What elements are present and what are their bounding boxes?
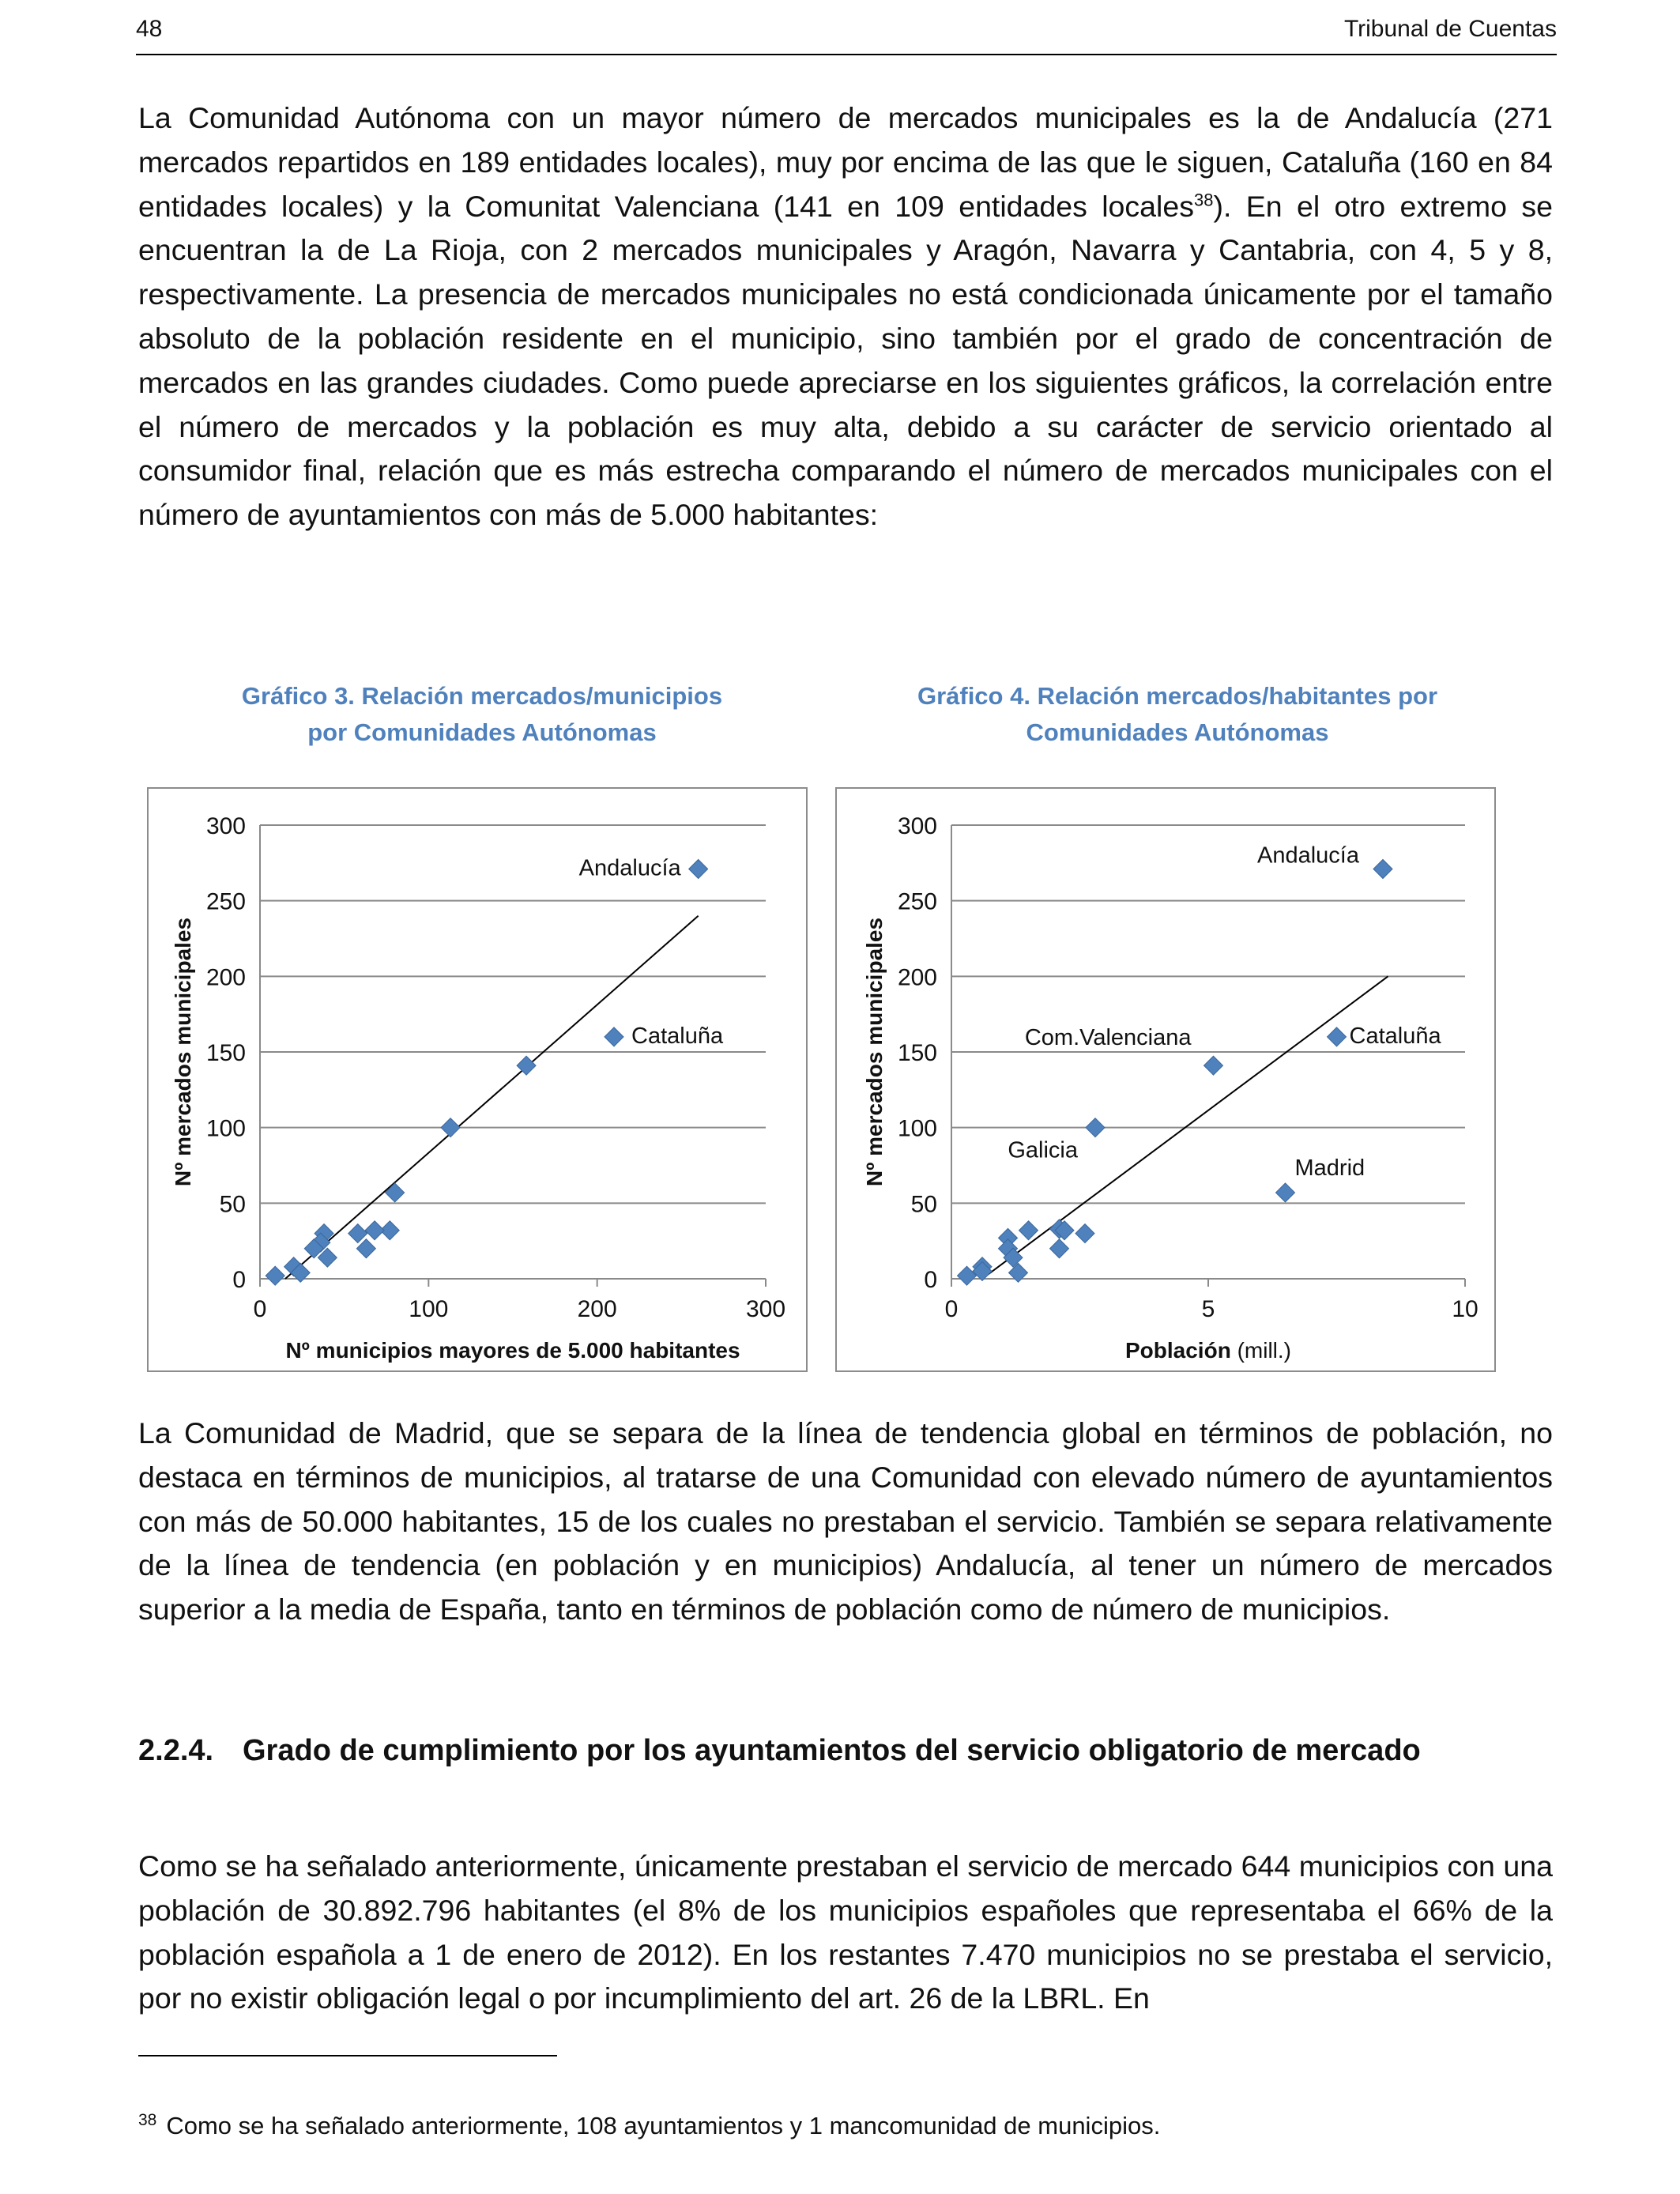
x-axis-title-bold: Población bbox=[1125, 1338, 1231, 1363]
data-point-marker bbox=[1276, 1183, 1295, 1202]
page-number: 48 bbox=[136, 16, 163, 42]
header-institution: Tribunal de Cuentas bbox=[1343, 16, 1557, 42]
y-axis-title: Nº mercados municipales bbox=[171, 917, 195, 1187]
chart-4-title-line-2: Comunidades Autónomas bbox=[1026, 718, 1329, 746]
chart-3-title bbox=[150, 678, 814, 751]
data-point-label: Andalucía bbox=[578, 855, 681, 881]
data-point-marker bbox=[1204, 1056, 1223, 1075]
y-tick-label: 50 bbox=[219, 1191, 246, 1218]
data-point-marker bbox=[1050, 1239, 1069, 1258]
data-point-marker bbox=[1373, 859, 1392, 878]
section-number: 2.2.4. bbox=[138, 1734, 214, 1767]
x-tick-label: 200 bbox=[577, 1296, 617, 1322]
y-tick-label: 100 bbox=[897, 1115, 937, 1142]
data-point-label: Cataluña bbox=[1349, 1023, 1441, 1049]
y-tick-label: 50 bbox=[910, 1191, 937, 1218]
y-tick-label: 0 bbox=[924, 1267, 937, 1293]
y-tick-label: 200 bbox=[897, 964, 937, 991]
x-tick-label: 5 bbox=[1201, 1296, 1215, 1322]
section-heading bbox=[138, 1731, 1553, 1770]
paragraph-1-text-a: La Comunidad Autónoma con un mayor número de mercados municipales es la de Andalucía (271 mercados repartidos en 189 entidades locales), muy por encima de las que le siguen, Cataluña (160 en 84 entidades locales) y la Comunitat Valenciana (141 en 109 entidades locales bbox=[138, 101, 1553, 223]
y-axis-title: Nº mercados municipales bbox=[862, 917, 887, 1187]
y-tick-label: 100 bbox=[205, 1115, 246, 1142]
footnote-text: Como se ha señalado anteriormente, 108 ayuntamientos y 1 mancomunidad de municipios. bbox=[166, 2112, 1161, 2139]
x-tick-label: 300 bbox=[745, 1296, 786, 1322]
data-point-marker bbox=[1086, 1118, 1105, 1137]
footnote-reference[interactable]: 38 bbox=[1193, 190, 1214, 210]
footnote bbox=[138, 2110, 1553, 2142]
data-point-label: Madrid bbox=[1294, 1155, 1365, 1181]
data-point-marker bbox=[958, 1266, 977, 1285]
chart-3-scatter bbox=[147, 787, 808, 1372]
data-point-label: Galicia bbox=[1008, 1137, 1078, 1163]
paragraph-2: La Comunidad de Madrid, que se separa de la línea de tendencia global en términos de población, no destaca en términos de municipios, al tratarse de una Comunidad con elevado número de ayuntamientos con más de 50.000 habitantes, 15 de los cuales no prestaban el servicio. También se separa relativamente de la línea de tendencia (en población y en municipios) Andalucía, al tener un número de mercados superior a la media de España, tanto en términos de población como de número de municipios. bbox=[138, 1416, 1553, 1627]
y-tick-label: 300 bbox=[897, 813, 937, 839]
data-point-label: Cataluña bbox=[631, 1023, 724, 1049]
y-tick-label: 200 bbox=[205, 964, 246, 991]
data-point-marker bbox=[1328, 1027, 1347, 1046]
data-point-marker bbox=[266, 1266, 284, 1285]
section-title: Grado de cumplimiento por los ayuntamientos del servicio obligatorio de mercado bbox=[243, 1734, 1421, 1767]
y-tick-label: 0 bbox=[232, 1267, 246, 1293]
chart-4-title-line-1: Gráfico 4. Relación mercados/habitantes por bbox=[917, 682, 1438, 710]
y-tick-label: 250 bbox=[897, 888, 937, 915]
data-point-marker bbox=[356, 1239, 375, 1258]
x-axis-title-unit: (mill.) bbox=[1230, 1338, 1291, 1363]
chart-4-title bbox=[846, 678, 1509, 751]
paragraph-1-text-b: ). En el otro extremo se encuentran la de La Rioja, con 2 mercados municipales y Aragón, Navarra y Cantabria, con 4, 5 y 8, respectivamente. La presencia de mercados municipales no está condicionada únicamente por el tamaño absoluto de la población residente en el municipio, sino también por el grado de concentración de mercados en las grandes ciudades. Como puede apreciarse en los siguientes gráficos, la correlación entre el número de mercados y la población es muy alta, debido a su carácter de servicio orientado al consumidor final, relación que es más estrecha comparando el número de mercados municipales con el número de ayuntamientos con más de 5.000 habitantes: bbox=[138, 189, 1553, 532]
data-point-label: Andalucía bbox=[1257, 843, 1359, 869]
data-point-marker bbox=[365, 1221, 384, 1240]
x-tick-label: 100 bbox=[409, 1296, 449, 1322]
paragraph-1 bbox=[138, 96, 1553, 537]
chart-3-svg bbox=[149, 789, 806, 1370]
chart-4-scatter bbox=[835, 787, 1496, 1372]
y-tick-label: 150 bbox=[205, 1040, 246, 1066]
data-point-marker bbox=[605, 1027, 623, 1046]
footnote-mark: 38 bbox=[138, 2110, 157, 2129]
paragraph-3: Como se ha señalado anteriormente, únicamente prestaban el servicio de mercado 644 municipios con una población de 30.892.796 habitantes (el 8% de los municipios españoles que representaba el 66% de la población española a 1 de enero de 2012). En los restantes 7.470 municipios no se prestaba el servicio, por no existir obligación legal o por incumplimiento del art. 26 de la LBRL. En bbox=[138, 1849, 1553, 2015]
y-tick-label: 300 bbox=[205, 813, 246, 839]
x-axis-title: Nº municipios mayores de 5.000 habitantes bbox=[285, 1338, 740, 1363]
x-tick-label: 0 bbox=[944, 1296, 959, 1322]
x-tick-label: 10 bbox=[1452, 1296, 1478, 1322]
data-point-marker bbox=[348, 1224, 367, 1243]
data-point-marker bbox=[441, 1118, 460, 1137]
data-point-marker bbox=[689, 859, 708, 878]
x-tick-label: 0 bbox=[253, 1296, 267, 1322]
data-point-marker bbox=[386, 1183, 405, 1202]
data-point-marker bbox=[1075, 1224, 1094, 1243]
page-header bbox=[136, 16, 1557, 55]
data-point-marker bbox=[1019, 1221, 1038, 1240]
x-axis-title bbox=[1125, 1338, 1291, 1363]
footnote-separator bbox=[138, 2055, 557, 2056]
chart-3-title-line-2: por Comunidades Autónomas bbox=[307, 718, 657, 746]
y-tick-label: 250 bbox=[205, 888, 246, 915]
y-tick-label: 150 bbox=[897, 1040, 937, 1066]
data-point-label: Com.Valenciana bbox=[1024, 1025, 1192, 1051]
trendline bbox=[285, 916, 699, 1279]
chart-4-svg bbox=[837, 789, 1494, 1370]
chart-3-title-line-1: Gráfico 3. Relación mercados/municipios bbox=[241, 682, 723, 710]
